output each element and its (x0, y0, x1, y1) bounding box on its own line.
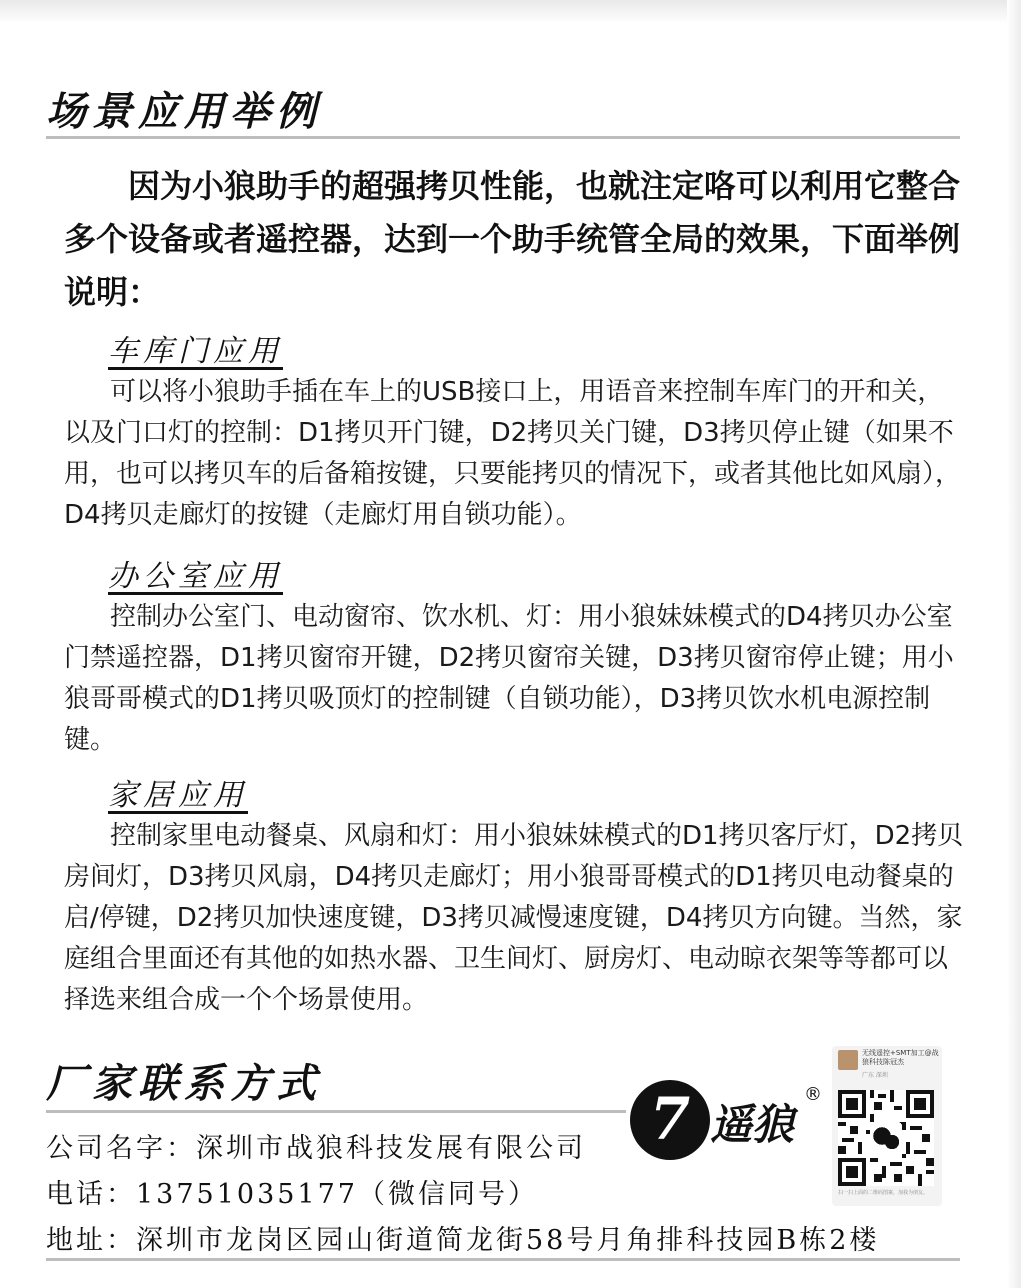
qr-footer-text: 扫一扫上面的二维码图案，加我为朋友。 (838, 1190, 929, 1196)
page-right-shadow (1007, 0, 1021, 1288)
qr-contact-region: 广东 深圳 (862, 1072, 888, 1079)
page-top-shadow (0, 0, 1021, 24)
footer-divider (46, 1258, 960, 1261)
logo-text: 遥狼 (710, 1100, 795, 1149)
home-paragraph: 控制家里电动餐桌、风扇和灯：用小狼妹妹模式的D1拷贝客厅灯，D2拷贝房间灯，D3拷贝风扇，D4拷贝走廊灯；用小狼哥哥模式的D1拷贝电动餐桌的启/停键，D2拷贝加快速度键，D3拷贝减慢速度键，D4拷贝方向键。当然，家庭组合里面还有其他的如热水器、卫生间灯、厨房灯、电动晾衣架等等都可以择选来组合成一个个场景使用。 (64, 821, 964, 1015)
contact-heading: 厂家联系方式 (46, 1060, 322, 1107)
garage-paragraph: 可以将小狼助手插在车上的USB接口上，用语音来控制车库门的开和关，以及门口灯的控制：D1拷贝开门键，D2拷贝关门键，D3拷贝停止键（如果不用，也可以拷贝车的后备箱按键，只要能拷贝的情况下，或者其他比如风扇），D4拷贝走廊灯的按键（走廊灯用自锁功能）。 (64, 377, 962, 530)
intro-paragraph: 因为小狼助手的超强拷贝性能，也就注定咯可以利用它整合多个设备或者遥控器，达到一个助手统管全局的效果，下面举例说明： (64, 167, 961, 311)
office-paragraph: 控制办公室门、电动窗帘、饮水机、灯：用小狼妹妹模式的D4拷贝办公室门禁遥控器，D1拷贝窗帘开键，D2拷贝窗帘关键，D3拷贝窗帘停止键；用小狼哥哥模式的D1拷贝吸顶灯的控制键（自锁功能），D3拷贝饮水机电源控制键。 (64, 602, 954, 755)
logo-mark: 7 (649, 1085, 691, 1153)
heading-divider (46, 136, 960, 139)
address: 地址：深圳市龙岗区园山街道简龙街58号月角排科技园B栋2楼 (46, 1225, 880, 1256)
brand-logo (630, 1080, 820, 1160)
garage-heading: 车库门应用 (108, 334, 283, 369)
company-name: 公司名字：深圳市战狼科技发展有限公司 (46, 1133, 586, 1164)
phone-number: 电话：13751035177（微信同号） (46, 1179, 538, 1210)
contact-divider (46, 1110, 626, 1113)
qr-contact-name: 无线遥控+SMT加工@战狼科技陈冠杰 (862, 1049, 939, 1066)
scene-heading: 场景应用举例 (46, 88, 322, 135)
wechat-qr-card (832, 1046, 942, 1206)
registered-mark: ® (804, 1084, 822, 1105)
home-heading: 家居应用 (108, 778, 248, 813)
qr-code-icon (838, 1090, 934, 1186)
office-heading: 办公室应用 (108, 559, 283, 594)
avatar (838, 1050, 858, 1070)
